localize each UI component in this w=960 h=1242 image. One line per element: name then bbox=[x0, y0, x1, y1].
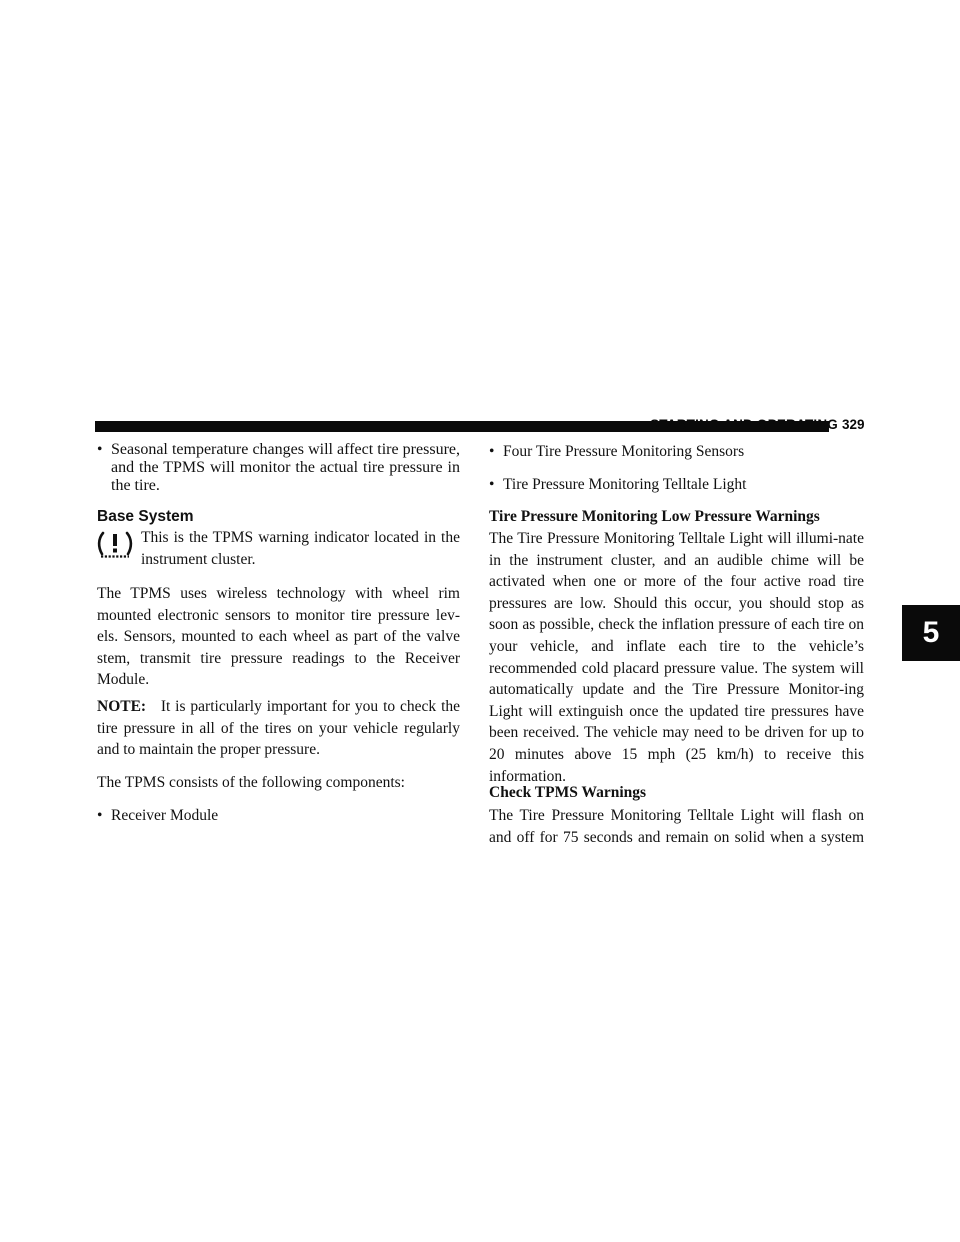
list-item bbox=[97, 805, 460, 827]
bullet-icon: • bbox=[97, 441, 103, 458]
section-heading-base-system: Base System bbox=[97, 508, 194, 525]
list-item bbox=[97, 441, 460, 495]
check-warnings-heading: Check TPMS Warnings bbox=[489, 784, 647, 801]
page-number: 329 bbox=[842, 417, 865, 432]
bullet-icon: • bbox=[489, 476, 495, 493]
note-text: It is particularly important for you to check the tire pressure in all of the tires on your vehicle regularly and to maintain the proper pressure. bbox=[97, 698, 461, 758]
bullet-seasonal-text: Seasonal temperature changes will affect tire pressure, and the TPMS will monitor the actual tire pressure in the tire. bbox=[111, 441, 460, 494]
bullet-icon: • bbox=[97, 807, 103, 824]
wireless-paragraph: The TPMS uses wireless technology with wheel rim mounted electronic sensors to monitor tire pressure lev-els. Sensors, mounted to each wheel as part of the valve stem, transmit tire pressure readings to the Receiver Module. bbox=[97, 585, 460, 688]
component-sensors: Four Tire Pressure Monitoring Sensors bbox=[503, 443, 745, 460]
bullet-icon: • bbox=[489, 443, 495, 460]
chapter-tab: 5 bbox=[902, 605, 960, 661]
component-receiver: Receiver Module bbox=[111, 807, 219, 824]
components-intro: The TPMS consists of the following components: bbox=[97, 774, 405, 791]
list-item bbox=[489, 474, 864, 496]
low-pressure-paragraph: The Tire Pressure Monitoring Telltale Light will illumi-nate in the instrument cluster, and an audible chime will be activated when one or more of the four active road tire pressures are low. Should this occur, you should stop as soon as possible, check the inflation pressure of each tire on your vehicle, and inflate each tire to the vehicle’s recommended cold placard pressure value. The system will automatically update and the Tire Pressure Monitor-ing Light will extinguish once the updated tire pressures have been received. The vehicle may need to be driven for up to 20 minutes above 15 mph (25 km/h) to receive this information. bbox=[489, 530, 864, 785]
note-label: NOTE: bbox=[97, 698, 147, 715]
tpms-warning-icon bbox=[97, 530, 133, 560]
list-item bbox=[489, 441, 864, 463]
check-warnings-paragraph: The Tire Pressure Monitoring Telltale Light will flash on and off for 75 seconds and remain on solid when a system bbox=[489, 807, 864, 846]
component-light: Tire Pressure Monitoring Telltale Light bbox=[503, 476, 747, 493]
indicator-description: This is the TPMS warning indicator located in the instrument cluster. bbox=[141, 529, 460, 568]
low-pressure-heading: Tire Pressure Monitoring Low Pressure Warnings bbox=[489, 508, 820, 525]
note-paragraph bbox=[97, 696, 460, 761]
